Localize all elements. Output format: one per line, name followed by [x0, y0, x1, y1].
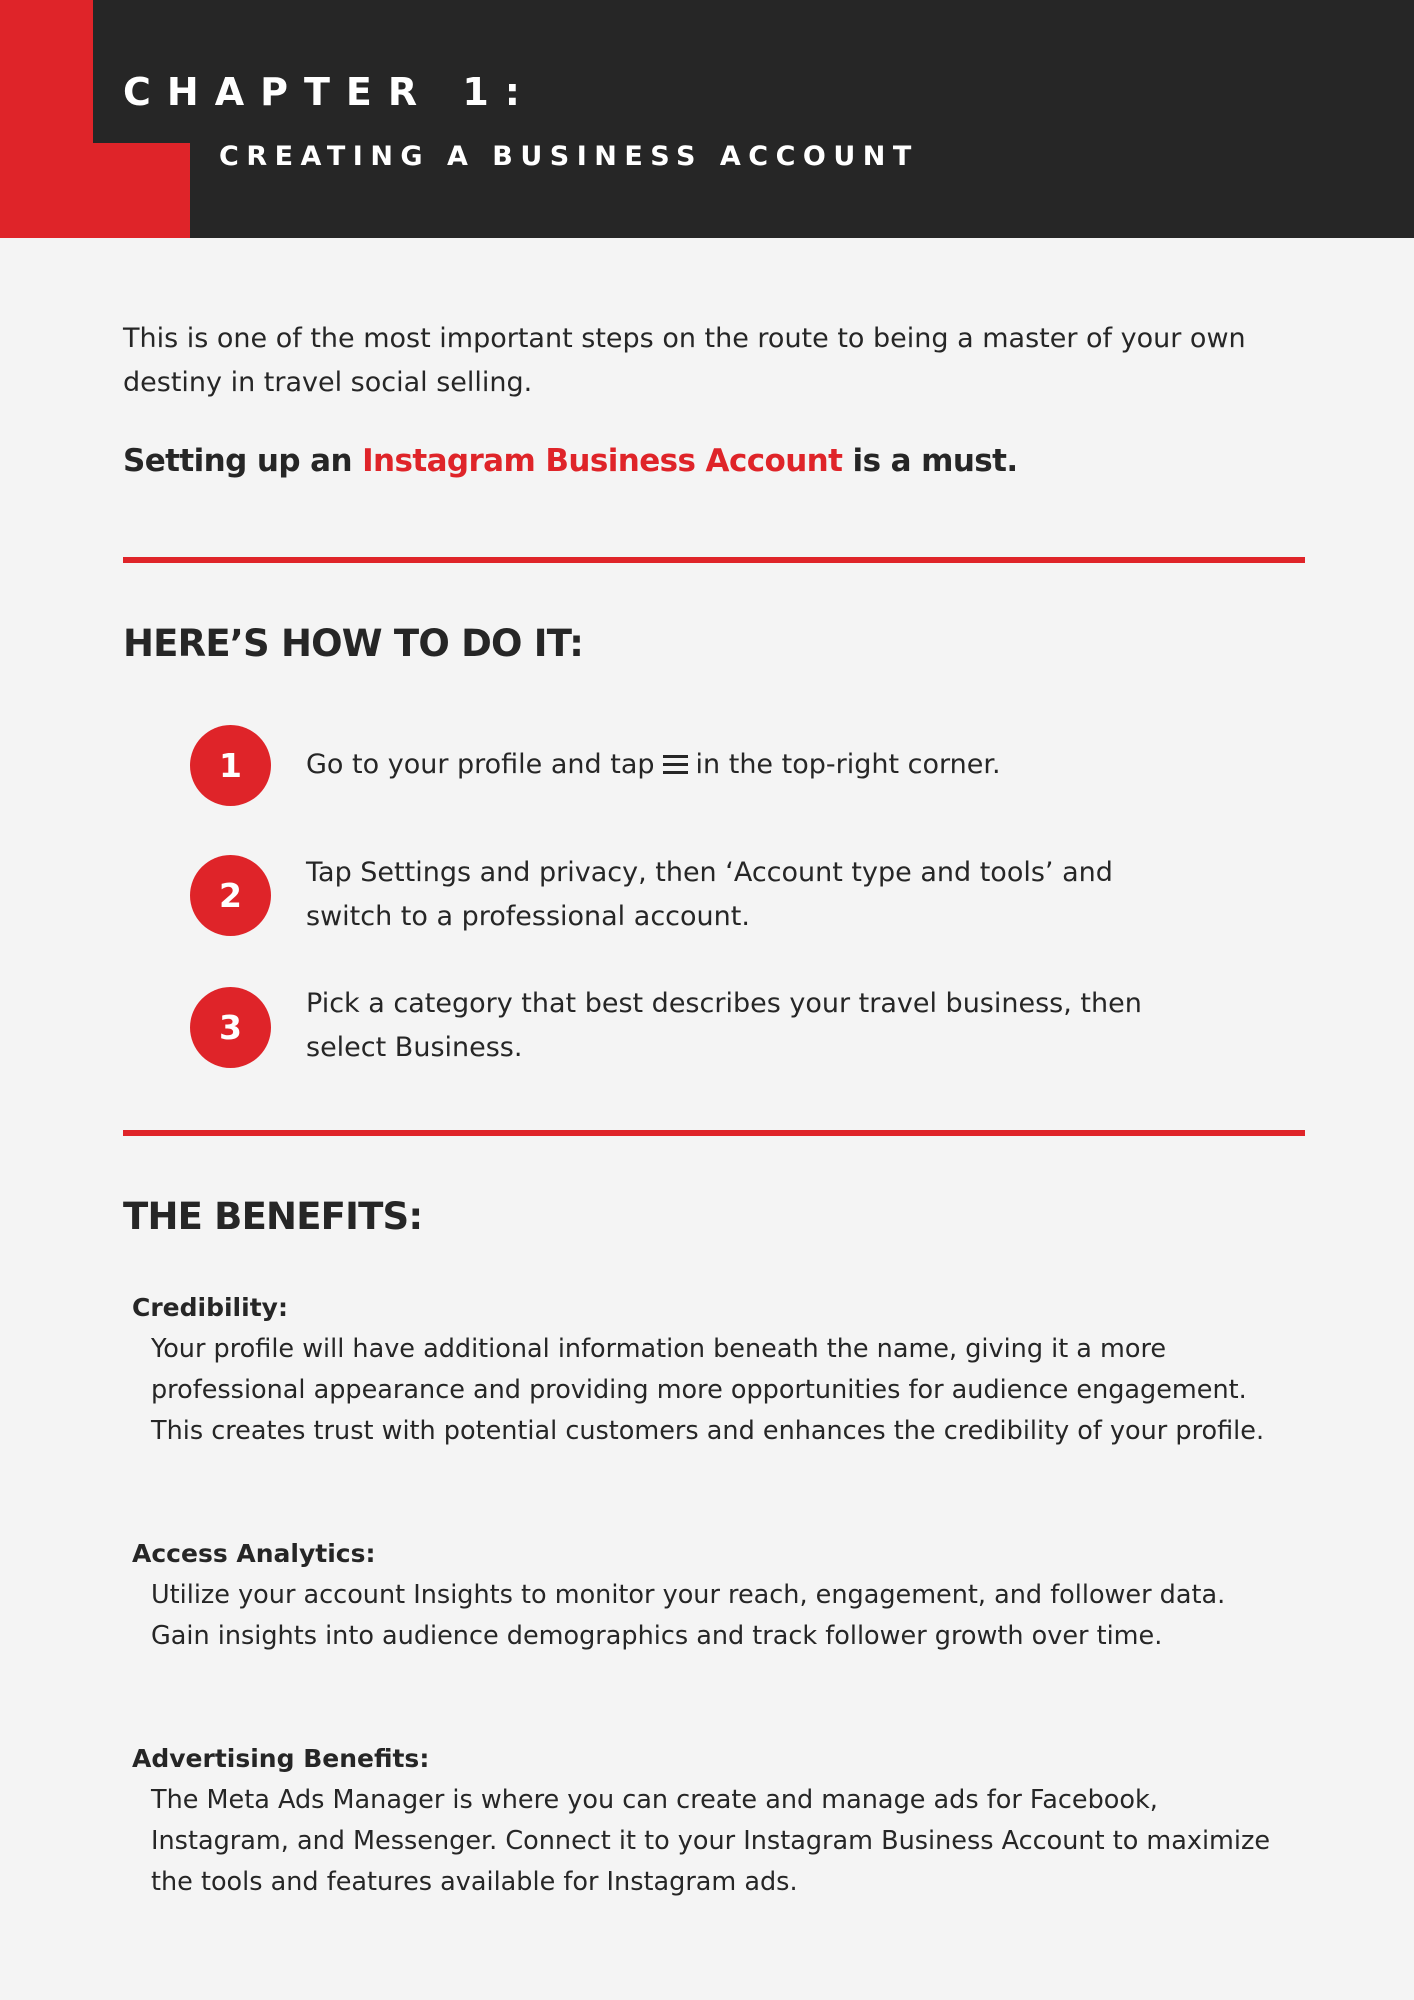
- intro-paragraph: This is one of the most important steps on the route to being a master of your own destiny in travel social selling.: [123, 323, 1246, 398]
- benefit-credibility-title: Credibility:: [132, 1293, 288, 1322]
- must-suffix: is a must.: [842, 443, 1018, 479]
- header-bar: [0, 0, 1414, 238]
- step-2-badge: 2: [190, 855, 271, 936]
- divider: [123, 557, 1305, 563]
- benefit-analytics-title: Access Analytics:: [132, 1539, 376, 1568]
- benefit-advertising-title: Advertising Benefits:: [132, 1744, 430, 1773]
- must-statement: [123, 443, 1018, 479]
- step-3-text: Pick a category that best describes your travel business, then select Business.: [306, 988, 1142, 1063]
- step-1-badge: 1: [190, 725, 271, 806]
- benefits-heading: THE BENEFITS:: [123, 1195, 423, 1238]
- step-3-badge: 3: [190, 987, 271, 1068]
- step-2-text: Tap Settings and privacy, then ‘Account type and tools’ and switch to a professional account.: [306, 857, 1113, 932]
- step-1-text: [306, 743, 1186, 787]
- menu-icon: [663, 755, 688, 775]
- chapter-subtitle: CREATING A BUSINESS ACCOUNT: [219, 141, 919, 172]
- benefit-credibility-text: Your profile will have additional information beneath the name, giving it a more professional appearance and providing more opportunities for audience engagement. This creates trust with potential customers and enhances the credibility of your profile.: [151, 1334, 1265, 1446]
- step-1-text-before: Go to your profile and tap: [306, 749, 655, 780]
- must-highlight: Instagram Business Account: [362, 443, 843, 479]
- benefit-advertising-text: The Meta Ads Manager is where you can create and manage ads for Facebook, Instagram, and Messenger. Connect it to your Instagram Business Account to maximize the tools and features available for Instagram ads.: [151, 1785, 1271, 1897]
- must-prefix: Setting up an: [123, 443, 363, 479]
- how-to-heading: HERE’S HOW TO DO IT:: [123, 622, 584, 665]
- step-1-text-after: in the top-right corner.: [695, 749, 1001, 780]
- divider: [123, 1130, 1305, 1136]
- benefit-analytics-text: Utilize your account Insights to monitor your reach, engagement, and follower data. Gain insights into audience demographics and track follower growth over time.: [151, 1580, 1226, 1651]
- chapter-title: CHAPTER 1:: [123, 70, 536, 114]
